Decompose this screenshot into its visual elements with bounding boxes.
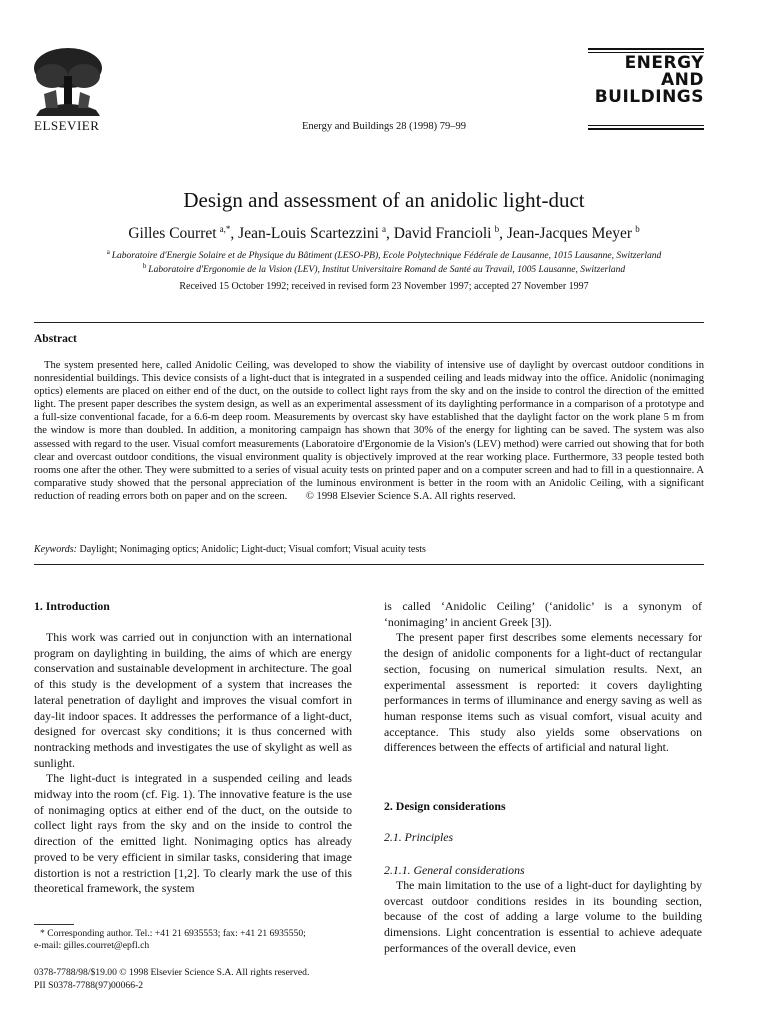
pii-line: PII S0378-7788(97)00066-2 [34, 980, 143, 991]
elsevier-tree-logo [30, 46, 106, 118]
journal-citation: Energy and Buildings 28 (1998) 79–99 [301, 121, 466, 132]
affil-mark: a [106, 248, 110, 256]
issn-line: 0378-7788/98/$19.00 © 1998 Elsevier Science S.A. All rights reserved. [34, 967, 310, 978]
footnote [34, 928, 354, 952]
paragraph: The present paper first describes some elements necessary for the design of anidolic components for a light-duct of rectangular section, focusing on numerical simulation results. Next, an experimental assessment is reported: it covers daylighting performances in terms of illuminance and energy saving as well as human response items such as visual comfort, visual acuity and acceptance. This study also yields some observations on differences between the effects of artificial and natural light. [384, 630, 702, 755]
issn-info [34, 966, 309, 992]
masthead-rule [588, 125, 704, 126]
footnote-line: * Corresponding author. Tel.: +41 21 6935553; fax: +41 21 6935550; [40, 928, 306, 939]
copyright-notice: © 1998 Elsevier Science S.A. All rights reserved. [305, 490, 516, 502]
received-dates: Received 15 October 1992; received in revised form 23 November 1997; accepted 27 November 1997 [179, 281, 589, 292]
subsection-2-1-heading: 2.1. Principles [384, 830, 454, 844]
masthead-rule [588, 48, 704, 50]
affiliation-b [0, 262, 768, 275]
masthead-rule [588, 128, 704, 130]
paragraph: This work was carried out in conjunction with an international program on daylighting in building, the aims of which are energy conservation and sustainable development in architecture. The goal of this study is the development of a system that increases the lateral penetration of daylight and improves the visual comfort in day-lit indoor spaces. It addresses the performance of a light-duct, designed for overcast sky conditions; it is thus concerned with nontracking methods and investigates the use of skylight as well as sunlight. [34, 630, 352, 770]
author-affil-mark: a [382, 224, 387, 234]
masthead-bottom-rules [588, 125, 704, 132]
subsection-2-1-1-heading: 2.1.1. General considerations [384, 863, 525, 877]
affiliation-a [0, 248, 768, 261]
divider-rule [34, 322, 704, 323]
keywords-text: Daylight; Nonimaging optics; Anidolic; Light-duct; Visual comfort; Visual acuity tests [79, 544, 426, 555]
right-column-body [384, 599, 702, 756]
masthead-word-2: AND [661, 70, 704, 90]
masthead-word-3: BUILDINGS [594, 87, 704, 107]
author-name: David Francioli [393, 225, 492, 243]
paragraph: The main limitation to the use of a light-duct for daylighting by overcast outdoor conditions resides in its bounding section, because of the cost of adding a large volume to the building dimensions. Light concentration is essential to achieve adequate performances of the overall device, even [384, 878, 702, 955]
keywords-label: Keywords: [34, 544, 77, 555]
author-affil-mark: b [635, 224, 640, 234]
author-name: Gilles Courret [128, 225, 217, 243]
section-2-heading: 2. Design considerations [384, 799, 506, 813]
left-column-body [34, 630, 352, 897]
abstract-text: The system presented here, called Anidolic Ceiling, was developed to show the viability of intensive use of daylight by overcast outdoor conditions in nonresidential buildings. This device consists of a light-duct that is integrated in a suspended ceiling and leads midway into the office. Anidolic (nonimaging optics) elements are placed on either end of the duct, on the outside to collect light rays from the sky and on the inside to control the direction of the emitted light. The present paper describes the system design, as well as an experimental assessment of its daylighting performance in a comparison of a prototype and a full-size conventional facade, for a 6.6-m deep room. Measurements by overcast sky have established that the daylight factor on the work plane 5 m from the window is more than doubled. In addition, a monitoring campaign has shown that 30% of the energy for lighting can be saved. The system was also assessed with regard to the user. Visual comfort measurements (Laboratoire d'Ergonomie de la Vision's (LEV) method) were carried out showing that for both clear and overcast outdoor conditions, the visual environment quality is objectively improved at the rear working place. Furthermore, 33 people tested both rooms one after the other. They were submitted to a series of visual acuity tests on printed paper and on a computer screen and had to fill in a questionnaire. A comparative study showed that the personal appreciation of the luminous environment is better in the room with an Anidolic Ceiling, with a significant reduction of reading errors both on paper and on the screen. [34, 360, 704, 502]
paper-title: Design and assessment of an anidolic light-duct [183, 188, 585, 212]
affil-text: Laboratoire d'Ergonomie de la Vision (LEV), Institut Universitaire Romand de Santé au Travail, 1005 Lausanne, Switzerland [148, 265, 626, 276]
right-column-body-continued [384, 878, 702, 957]
affil-text: Laboratoire d'Energie Solaire et de Physique du Bâtiment (LESO-PB), Ecole Polytechnique Fédérale de Lausanne, 1015 Lausanne, Switzerland [111, 251, 662, 262]
author-affil-mark: b [494, 224, 500, 234]
footnote-rule [34, 924, 74, 925]
author-name: Jean-Louis Scartezzini [238, 225, 379, 243]
author-affil-mark: a,* [219, 224, 231, 234]
affil-mark: b [142, 262, 147, 270]
author-name: Jean-Jacques Meyer [506, 225, 633, 243]
paragraph: The light-duct is integrated in a suspended ceiling and leads midway into the room (cf. Fig. 1). The innovative feature is the use of nonimaging optics at either end of the duct, on the outside to collect light rays from the sky and on the inside to control the direction of the emitted light. Nonimaging optics has already proved to be very efficient in similar tasks, considering that image distortion is not a restriction [1,2]. To clearly mark the use of this theoretical framework, the system [34, 771, 352, 896]
footnote-line: e-mail: gilles.courret@epfl.ch [34, 940, 150, 951]
keywords [34, 544, 426, 555]
masthead-word-1: ENERGY [624, 53, 704, 73]
publisher-name: ELSEVIER [34, 118, 100, 133]
author-list: Gilles Courret $^{a,*}$, Jean-Louis Scartezzini $^a$, David Francioli $^b$, Jean-Jacques Meyer $^b$ [128, 224, 640, 243]
abstract-heading: Abstract [34, 333, 77, 345]
paragraph: is called ‘Anidolic Ceiling’ (‘anidolic’ is a synonym of ‘nonimaging’ in ancient Greek [3]). [384, 599, 702, 629]
journal-masthead [588, 48, 704, 106]
divider-rule [34, 564, 704, 565]
section-1-heading: 1. Introduction [34, 599, 110, 613]
abstract-body [34, 359, 704, 503]
